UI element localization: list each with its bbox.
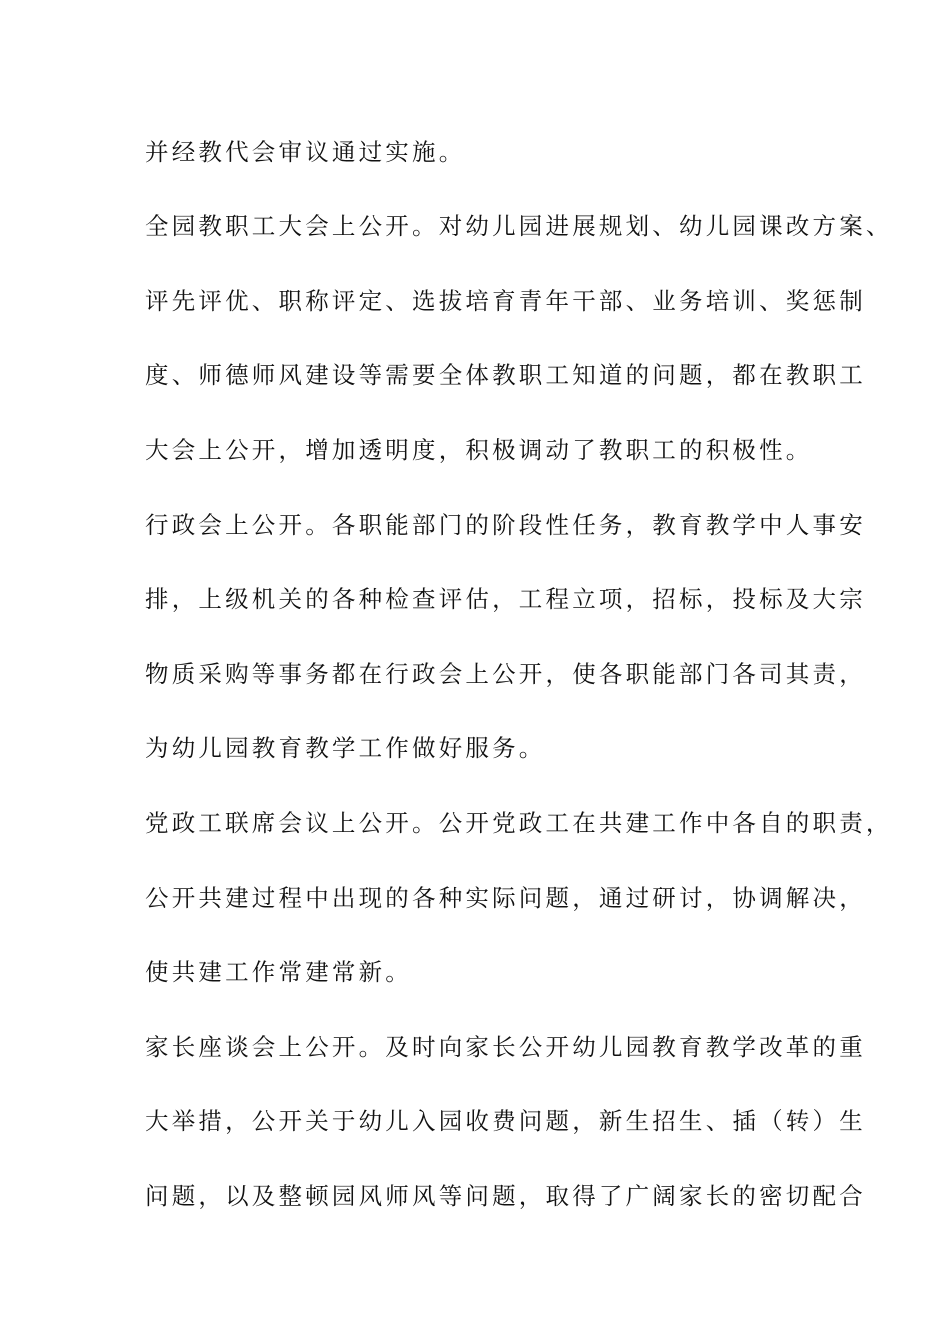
text-line: 评先评优、职称评定、选拔培育青年干部、业务培训、奖惩制 — [145, 287, 866, 315]
text-line: 家长座谈会上公开。及时向家长公开幼儿园教育教学改革的重 — [145, 1033, 866, 1061]
text-line: 排，上级机关的各种检查评估，工程立项，招标，投标及大宗 — [145, 585, 866, 613]
text-line: 物质采购等事务都在行政会上公开，使各职能部门各司其责， — [145, 660, 866, 688]
text-line: 大会上公开，增加透明度，积极调动了教职工的积极性。 — [145, 436, 813, 464]
text-line: 行政会上公开。各职能部门的阶段性任务，教育教学中人事安 — [145, 511, 866, 539]
text-line: 并经教代会审议通过实施。 — [145, 138, 466, 166]
text-line: 大举措，公开关于幼儿入园收费问题，新生招生、插（转）生 — [145, 1107, 866, 1135]
text-line: 度、师德师风建设等需要全体教职工知道的问题，都在教职工 — [145, 361, 866, 389]
text-line: 问题，以及整顿园风师风等问题，取得了广阔家长的密切配合 — [145, 1182, 866, 1210]
text-line: 使共建工作常建常新。 — [145, 958, 412, 986]
text-line: 党政工联席会议上公开。公开党政工在共建工作中各自的职责， — [145, 809, 893, 837]
text-line: 全园教职工大会上公开。对幼儿园进展规划、幼儿园课改方案、 — [145, 212, 893, 240]
text-line: 公开共建过程中出现的各种实际问题，通过研讨，协调解决， — [145, 884, 866, 912]
text-line: 为幼儿园教育教学工作做好服务。 — [145, 734, 546, 762]
